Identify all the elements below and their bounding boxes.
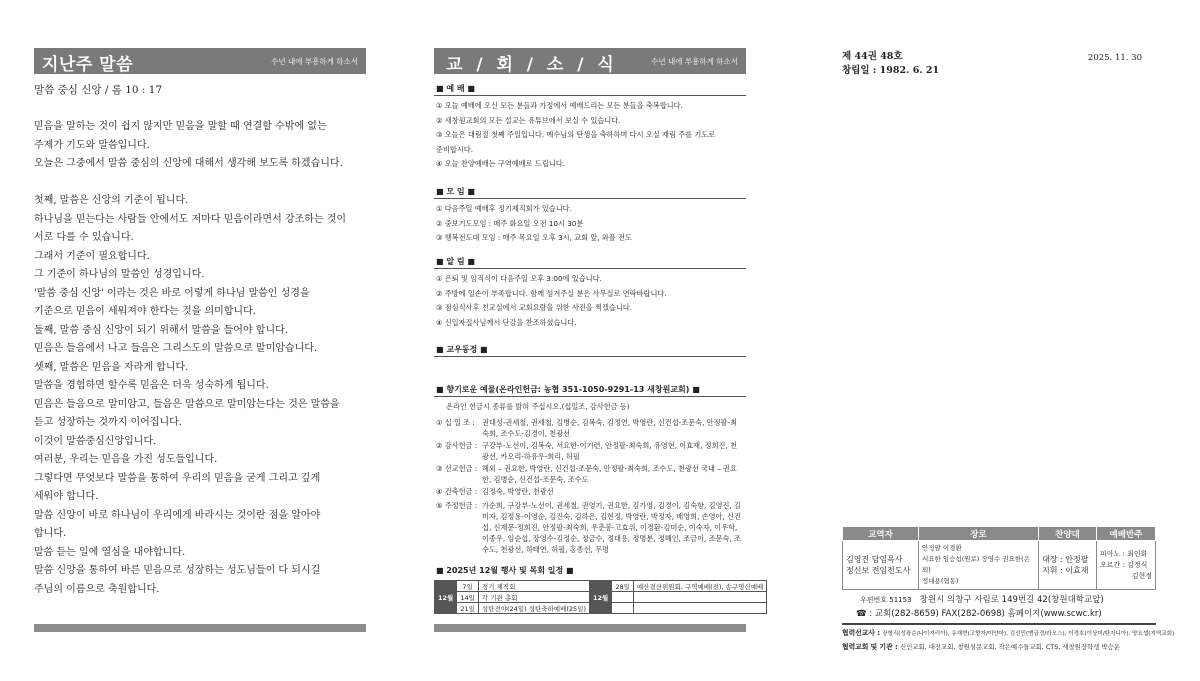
sermon-paragraph: 그래서 기준이 필요합니다. xyxy=(34,250,150,262)
schedule-day: 14일 xyxy=(457,592,479,603)
offering-names: 권대성-권세철, 권세철, 김병순, 김복숙, 김정연, 박영란, 신건섭-조문숙, 안정팔-최숙희, 조수도-김경이, 천광선 xyxy=(482,418,738,438)
schedule-event: 예산결산위원회, 구역예배(전), 송구영신예배 xyxy=(633,581,766,592)
middle-footer-bar xyxy=(434,624,746,632)
elder-names: 서요한 임승섭(원로) 장영수 권요한(은퇴) xyxy=(922,555,1030,574)
worship-item: ④ 오늘 찬양예배는 구역예배로 드립니다. xyxy=(436,159,565,168)
schedule-day: 21일 xyxy=(457,603,479,614)
meeting-item: ③ 행복전도대 모임 : 매주 목요일 오후 3시, 교회 앞, 와플 전도 xyxy=(436,233,632,242)
schedule-event-empty xyxy=(633,592,766,603)
sermon-paragraph: 말씀 신앙이 바로 하나님이 우리에게 바라시는 것이란 점을 알아야 합니다. xyxy=(34,509,321,539)
sermon-spacer xyxy=(34,174,350,193)
street-address: 창원시 의창구 사림로 149번길 42(창원대학교앞) xyxy=(919,595,1104,605)
notices-rule xyxy=(434,268,746,269)
offering-row xyxy=(436,417,742,439)
sermon-paragraph: 이것이 말씀중심신앙입니다. xyxy=(34,435,157,447)
coop-churches-list: 신인교회, 대전교회, 창원성문교회, 작은예수들교회, CTS, 새창원장학생 박승운 xyxy=(899,643,1120,651)
contact-line: ☎ : 교회(282-8659) FAX(282-0698) 홈페이지(www.scwc.kr) xyxy=(856,609,1102,619)
sermon-column xyxy=(34,0,366,681)
meeting-item: ① 다음주일 예배후 정기제직회가 있습니다. xyxy=(436,204,572,213)
offering-row xyxy=(436,486,742,497)
clergy-cell xyxy=(843,541,919,590)
schedule-month-right: 12월 xyxy=(590,581,612,614)
bulletin-info-column xyxy=(842,0,1175,681)
bulletin-date: 2025. 11. 30 xyxy=(1087,53,1142,63)
staff-table xyxy=(842,526,1156,590)
offering-heading: ■ 향기로운 예물(온라인헌금: 농협 351-1050-9291-13 새창원교회) ■ xyxy=(436,385,700,394)
contact-rule xyxy=(842,623,1156,625)
volume-info xyxy=(842,50,939,78)
schedule-table xyxy=(434,580,767,614)
sermon-paragraph: 말씀 듣는 일에 열심을 내야합니다. xyxy=(34,546,186,558)
elders-cell xyxy=(919,541,1039,590)
sermon-body xyxy=(34,118,350,599)
offering-names: 해외 – 권요한, 박영란, 신건섭-조문숙, 안정팔-최숙희, 조수도, 천광선 국내 – 권요한, 김병순, 신건섭-조문숙, 조수도 xyxy=(482,464,737,484)
sermon-motto: 수년 내에 부흥하게 하소서 xyxy=(271,57,358,66)
notices-heading: ■ 알 림 ■ xyxy=(436,257,475,266)
choir-line: 대장 : 안정팔 xyxy=(1042,555,1089,564)
worship-item: ② 새창원교회의 모든 설교는 유튜브에서 보실 수 있습니다. xyxy=(436,115,621,125)
sermon-paragraph: 첫째, 말씀은 신앙의 기준이 됩니다. xyxy=(34,195,189,206)
meetings-heading: ■ 모 임 ■ xyxy=(436,187,475,196)
offering-rule xyxy=(434,396,746,397)
worship-item: ③ 오늘은 대림절 첫째 주일입니다. 예수님의 탄생을 축하하며 다시 오실 재림 주를 기도로 xyxy=(436,130,716,139)
accompanist-line: 오르간 : 김정식 xyxy=(1100,560,1148,569)
coop-missionaries-label: 협력선교사 : xyxy=(842,629,880,637)
coop-missionaries-list: 장형직(성광순/나이지리아), 유재현(고향자/미얀마), 김선민(맹금정/라오스), 이경호(이상미/탄자니아), 양요셉(지역교회) xyxy=(882,631,1175,637)
accompanist-cell xyxy=(1097,541,1156,590)
sermon-paragraph: 여러분, 우리는 믿음을 가진 성도들입니다. xyxy=(34,454,218,465)
offering-label: ③ 선교헌금 : xyxy=(436,464,478,473)
offering-subheading: 온라인 헌금시 종류를 밝혀 주십시오.(십일조, 감사헌금 등) xyxy=(446,402,630,411)
sermon-paragraph: 둘째, 말씀 중심 신앙이 되기 위해서 말씀을 들어야 합니다. xyxy=(34,324,288,336)
postal-code: 우편번호 51153 xyxy=(860,596,912,604)
notice-item: ③ 점심식사후 친교실에서 교회요람을 위한 사진을 찍겠습니다. xyxy=(436,303,633,312)
coop-churches xyxy=(842,640,1156,654)
notice-item: ④ 신입자집사님께서 단감을 찬조하셨습니다. xyxy=(436,317,577,327)
schedule-day-empty xyxy=(612,603,634,614)
schedule-day: 7일 xyxy=(457,581,479,592)
schedule-row xyxy=(435,581,767,592)
schedule-event: 각 기관 총회 xyxy=(478,592,589,603)
founded-date: 창립일 : 1982. 6. 21 xyxy=(842,65,940,76)
worship-rule xyxy=(434,95,746,96)
volume-number: 제 44권 48호 xyxy=(842,51,903,62)
offering-names: 가순희, 구강부-노선이, 권세철, 권영기, 권요한, 김가영, 김경이, 김숙항, 김영진, 김미자, 김정용-이영순, 김진숙, 김하은, 김현정, 박영란, 박정자, 배영희, 손영아, 신건섭, 신재문-정희진, 안정팔-최숙희, 우춘봉-고효위, 이경환-김미순, 이숙자, 이우학, 이종우, 임순섭, 장영수-김정순, 정금수, 정대용, 정명분, 정혜인, 조금이, 조문숙, 조수도, 천광선, 하태연, 허필, 홍종선, 무명 xyxy=(482,501,741,554)
news-header xyxy=(434,48,746,74)
staff-header: 찬양대 xyxy=(1039,527,1097,541)
elder-names: 정대용(협동) xyxy=(922,577,959,585)
sermon-paragraph: '말씀 중심 신앙' 이라는 것은 바로 이렇게 하나님 말씀인 성경을 기준으로 믿음이 세워져야 한다는 것을 의미합니다. xyxy=(34,287,310,317)
sermon-paragraph: 믿음을 말하는 것이 쉽지 않지만 믿음을 말할 때 연결할 수밖에 없는 주제가 기도와 말씀입니다. xyxy=(34,121,327,151)
worship-item: ① 오늘 예배에 오신 모든 분들과 가정에서 예배드리는 모든 분들을 축복합니다. xyxy=(436,101,683,110)
staff-row xyxy=(843,541,1156,590)
notice-item: ② 주방에 일손이 부족합니다. 함께 섬겨주실 분은 사무실로 연락바랍니다. xyxy=(436,288,667,298)
sermon-paragraph: 말씀 신앙을 통하여 바른 믿음으로 성장하는 성도님들이 다 되시길 주님의 이름으로 축원합니다. xyxy=(34,565,321,595)
left-footer-bar xyxy=(34,624,366,632)
meetings-rule xyxy=(434,198,746,199)
schedule-day: 28일 xyxy=(612,581,634,592)
sermon-paragraph: 하나님을 믿는다는 사람들 안에서도 저마다 믿음이라면서 강조하는 것이 서로 다를 수 있습니다. xyxy=(34,213,347,243)
staff-header: 교역자 xyxy=(843,527,919,541)
sermon-paragraph: 말씀을 경험하면 할수록 믿음은 더욱 성숙하게 됩니다. xyxy=(34,380,269,391)
choir-line: 지휘 : 이효재 xyxy=(1042,566,1089,575)
sermon-paragraph: 믿음은 들음에서 나고 들음은 그리스도의 말씀으로 말미암습니다. xyxy=(34,343,318,354)
sermon-paragraph: 그렇다면 무엇보다 말씀을 통하여 우리의 믿음을 굳게 그리고 깊게 세워야 합니다. xyxy=(34,472,321,502)
address-line xyxy=(860,593,1174,605)
offering-row xyxy=(436,500,742,555)
elder-names: 안정팔 이경환 xyxy=(922,544,962,552)
news-column xyxy=(434,0,764,681)
clergy-name: 김영진 담임목사 xyxy=(846,555,903,564)
offering-label: ④ 건축헌금 : xyxy=(436,487,478,496)
staff-header-row xyxy=(843,527,1156,541)
schedule-day-empty xyxy=(612,592,634,603)
accompanist-line: 김현정 xyxy=(1131,571,1152,580)
worship-heading: ■ 예 배 ■ xyxy=(436,84,475,93)
staff-header: 예배반주 xyxy=(1097,527,1156,541)
offering-row xyxy=(436,463,742,485)
offering-names: 구강부-노선이, 김복숙, 서요한-이기련, 안정팔-최숙희, 유영현, 이효재, 정희진, 천광선, 카오리-하유우-희리, 허필 xyxy=(482,441,738,461)
worship-item: 준비합시다. xyxy=(436,144,474,154)
coop-missionaries xyxy=(842,626,1175,641)
meeting-item: ② 중보기도모임 : 매주 화요일 오전 10시 30분 xyxy=(436,218,584,228)
notice-item: ① 은퇴 및 임직식이 다음주일 오후 3:00에 있습니다. xyxy=(436,274,602,283)
sermon-title: 지난주 말씀 xyxy=(42,55,134,75)
choir-cell xyxy=(1039,541,1097,590)
accompanist-line: 피아노 : 최인화 xyxy=(1100,549,1148,558)
coop-churches-label: 협력교회 및 기관 : xyxy=(842,643,898,651)
clergy-name: 정신보 전임전도사 xyxy=(846,566,911,575)
schedule-event: 정기 제직회 xyxy=(478,581,589,592)
schedule-heading: ■ 2025년 12월 행사 및 목회 일정 ■ xyxy=(436,566,574,575)
schedule-month: 12월 xyxy=(435,581,457,614)
sermon-paragraph: 믿음은 들음으로 말미암고, 들음은 말씀으로 말미암는다는 것은 말씀을 듣고 성장하는 것까지 이어집니다. xyxy=(34,398,340,428)
offering-label: ① 십 일 조 : xyxy=(436,418,475,427)
schedule-event-empty xyxy=(633,603,766,614)
offering-label: ⑤ 주정헌금 : xyxy=(436,501,478,510)
sermon-paragraph: 오늘은 그중에서 말씀 중심의 신앙에 대해서 생각해 보도록 하겠습니다. xyxy=(34,158,343,169)
offering-label: ② 감사헌금 : xyxy=(436,441,478,450)
sermon-paragraph: 그 기준이 하나님의 말씀인 성경입니다. xyxy=(34,269,205,280)
sermon-reference: 말씀 중심 신앙 / 롬 10 : 17 xyxy=(34,84,163,96)
news-motto: 수년 내에 부흥하게 하소서 xyxy=(651,57,738,66)
members-news-rule xyxy=(434,356,746,357)
sermon-header xyxy=(34,48,366,74)
sermon-paragraph: 셋째, 말씀은 믿음을 자라게 합니다. xyxy=(34,361,189,373)
news-title: 교 / 회 / 소 / 식 xyxy=(446,55,618,75)
staff-header: 장로 xyxy=(919,527,1039,541)
offering-names: 김정숙, 박영란, 천광선 xyxy=(482,487,554,496)
members-news-heading: ■ 교우동정 ■ xyxy=(436,345,488,354)
schedule-event: 성탄전야(24일) 성탄축하예배(25일) xyxy=(478,603,589,614)
offering-row xyxy=(436,440,742,462)
